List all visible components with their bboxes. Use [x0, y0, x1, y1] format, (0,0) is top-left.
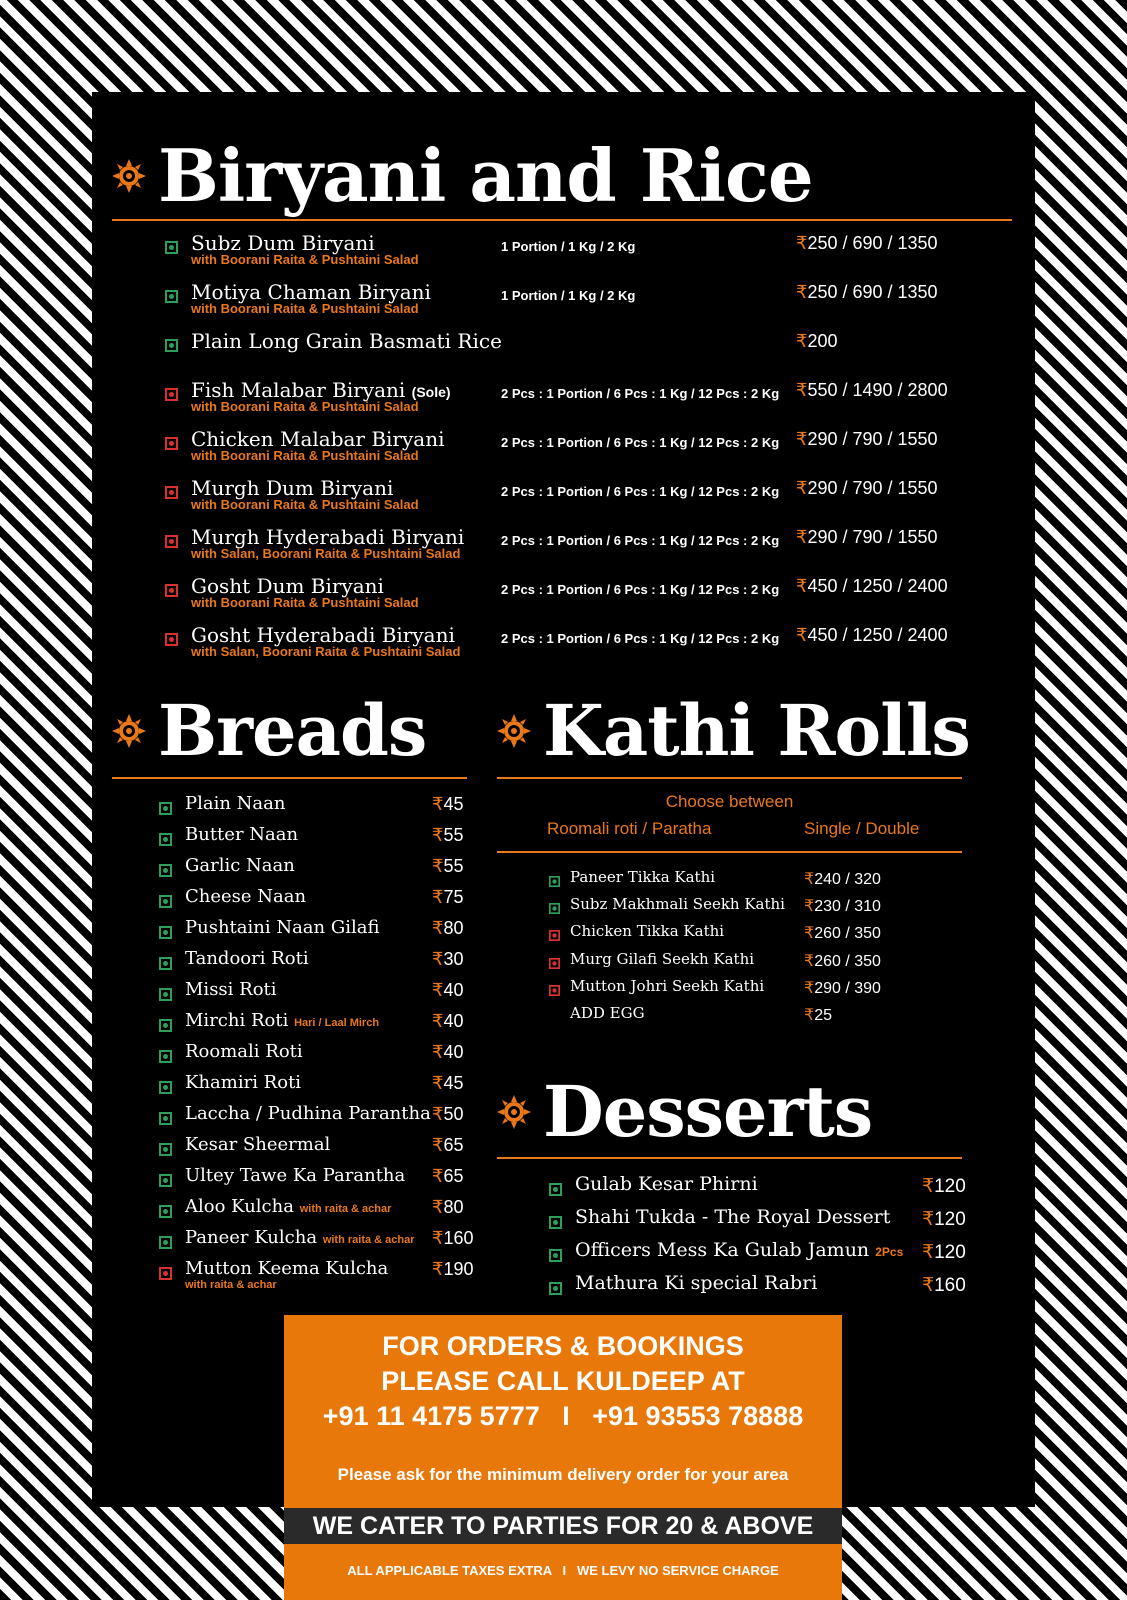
kathi-item-name: Paneer Tikka Kathi [570, 868, 716, 886]
veg-indicator-icon [549, 1183, 562, 1196]
veg-indicator-icon [159, 957, 172, 970]
bread-item-name: Tandoori Roti [185, 948, 309, 969]
rupee-icon: ₹ [432, 918, 444, 938]
price-value: 50 [443, 1104, 464, 1124]
bread-item-subtitle: with raita & achar [185, 1279, 277, 1291]
bread-item-price [432, 1166, 463, 1187]
biryani-item-name: Murgh Dum Biryani [191, 476, 394, 500]
bread-item-price [432, 825, 463, 846]
rupee-icon: ₹ [922, 1242, 935, 1263]
order-banner [284, 1315, 842, 1600]
breads-section-header [112, 689, 427, 772]
biryani-item-subtitle: with Boorani Raita & Pushtaini Salad [191, 399, 419, 414]
rupee-icon: ₹ [432, 980, 444, 1000]
biryani-item-quantity: 2 Pcs : 1 Portion / 6 Pcs : 1 Kg / 12 Pcs : 2 Kg [501, 386, 780, 401]
biryani-item-price [796, 527, 938, 548]
veg-indicator-icon [549, 1216, 562, 1229]
bread-item-price [432, 887, 463, 908]
veg-indicator-icon [159, 1081, 172, 1094]
dessert-item-price [922, 1208, 966, 1231]
biryani-item-name: Gosht Hyderabadi Biryani [191, 623, 455, 647]
biryani-title: Biryani and Rice [158, 133, 813, 218]
rupee-icon: ₹ [804, 871, 815, 888]
price-value: 45 [443, 794, 464, 814]
desserts-section-header [497, 1070, 873, 1153]
dessert-item-price [922, 1175, 966, 1198]
veg-indicator-icon [165, 339, 178, 352]
biryani-item-price [796, 429, 938, 450]
nonveg-indicator-icon [165, 388, 178, 401]
bread-item-price [432, 856, 463, 877]
bread-item-price [432, 1104, 463, 1125]
dessert-item-name: Officers Mess Ka Gulab Jamun 2Pcs [575, 1239, 904, 1261]
nonveg-indicator-icon [549, 930, 560, 941]
biryani-item-subtitle: with Boorani Raita & Pushtaini Salad [191, 301, 419, 316]
price-value: 55 [443, 825, 464, 845]
kathi-item-price [804, 869, 881, 889]
sun-ornament-icon [497, 1095, 531, 1129]
price-value: 65 [443, 1135, 464, 1155]
bread-item-price [432, 980, 463, 1001]
bread-item-name: Ultey Tawe Ka Parantha [185, 1165, 406, 1186]
price-value: 65 [443, 1166, 464, 1186]
bread-item-name: Laccha / Pudhina Parantha [185, 1103, 431, 1124]
price-value: 40 [443, 1042, 464, 1062]
price-value: 290 / 790 / 1550 [807, 478, 938, 498]
veg-indicator-icon [159, 1205, 172, 1218]
kathi-rule [497, 777, 962, 779]
rupee-icon: ₹ [804, 925, 815, 943]
price-value: 240 / 320 [814, 871, 881, 888]
price-value: 75 [443, 887, 464, 907]
biryani-item-subtitle: with Boorani Raita & Pushtaini Salad [191, 448, 419, 463]
price-value: 290 / 790 / 1550 [807, 527, 938, 547]
price-value: 80 [443, 1197, 464, 1217]
price-value: 290 / 790 / 1550 [807, 429, 938, 449]
rupee-icon: ₹ [432, 794, 444, 814]
bread-item-name: Pushtaini Naan Gilafi [185, 917, 380, 938]
rupee-icon: ₹ [922, 1275, 935, 1296]
rupee-icon: ₹ [804, 898, 815, 916]
biryani-item-subtitle: with Salan, Boorani Raita & Pushtaini Salad [191, 546, 461, 561]
veg-indicator-icon [159, 1112, 172, 1125]
nonveg-indicator-icon [159, 1267, 172, 1280]
price-value: 40 [443, 1011, 464, 1031]
item-note: (Sole) [411, 384, 451, 400]
rupee-icon: ₹ [432, 1011, 444, 1031]
price-value: 120 [934, 1242, 966, 1263]
biryani-item-name: Subz Dum Biryani [191, 231, 375, 255]
biryani-item-subtitle: with Boorani Raita & Pushtaini Salad [191, 252, 419, 267]
sun-ornament-icon [112, 159, 146, 193]
bread-item-name: Aloo Kulcha with raita & achar [185, 1196, 392, 1217]
biryani-item-price [796, 576, 948, 597]
bread-item-name: Missi Roti [185, 979, 277, 1000]
kathi-item-name: Chicken Tikka Kathi [570, 922, 725, 941]
price-value: 450 / 1250 / 2400 [807, 625, 948, 645]
order-line-1: FOR ORDERS & BOOKINGS [382, 1331, 744, 1361]
kathi-bread-column-label: Roomali roti / Paratha [547, 819, 712, 838]
rupee-icon: ₹ [796, 233, 808, 253]
biryani-item-quantity: 2 Pcs : 1 Portion / 6 Pcs : 1 Kg / 12 Pcs : 2 Kg [501, 435, 780, 450]
biryani-item-quantity: 2 Pcs : 1 Portion / 6 Pcs : 1 Kg / 12 Pcs : 2 Kg [501, 631, 780, 646]
sun-ornament-icon [112, 714, 146, 748]
nonveg-indicator-icon [165, 535, 178, 548]
price-value: 250 / 690 / 1350 [807, 282, 938, 302]
dessert-item-note: 2Pcs [875, 1245, 904, 1259]
price-value: 450 / 1250 / 2400 [807, 576, 948, 596]
price-value: 250 / 690 / 1350 [807, 233, 938, 253]
kathi-item-name: Mutton Johri Seekh Kathi [570, 976, 765, 995]
rupee-icon: ₹ [432, 1166, 444, 1186]
rupee-icon: ₹ [432, 856, 444, 876]
veg-indicator-icon [549, 1282, 562, 1295]
price-value: 260 / 350 [814, 952, 881, 970]
bread-item-price [432, 1259, 474, 1280]
kathi-size-column-label: Single / Double [804, 819, 920, 838]
bread-item-name: Mutton Keema Kulcha [185, 1258, 389, 1279]
rupee-icon: ₹ [796, 429, 808, 449]
rupee-icon: ₹ [922, 1209, 935, 1230]
biryani-rule [112, 219, 1012, 221]
biryani-item-name: Plain Long Grain Basmati Rice [191, 329, 502, 353]
rupee-icon: ₹ [432, 1259, 444, 1279]
bread-item-price [432, 1197, 463, 1218]
veg-indicator-icon [159, 926, 172, 939]
biryani-item-subtitle: with Boorani Raita & Pushtaini Salad [191, 497, 419, 512]
rupee-icon: ₹ [432, 887, 444, 907]
price-value: 120 [934, 1209, 966, 1230]
rupee-icon: ₹ [796, 625, 808, 645]
taxes-note: ALL APPLICABLE TAXES EXTRA I WE LEVY NO SERVICE CHARGE [347, 1563, 779, 1578]
biryani-item-quantity: 1 Portion / 1 Kg / 2 Kg [501, 239, 636, 254]
bread-item-price [432, 794, 463, 815]
kathi-sub-rule [497, 851, 962, 853]
dessert-item-name: Mathura Ki special Rabri [575, 1272, 818, 1294]
price-value: 230 / 310 [814, 898, 881, 916]
price-value: 30 [443, 949, 464, 969]
kathi-choose-label: Choose between [665, 792, 794, 811]
price-value: 25 [814, 1007, 832, 1024]
biryani-item-price [796, 331, 838, 352]
kathi-section-header [497, 689, 970, 772]
bread-item-name: Khamiri Roti [185, 1072, 302, 1093]
bread-item-price [432, 1135, 463, 1156]
order-line-2: PLEASE CALL KULDEEP AT [381, 1366, 745, 1396]
rupee-icon: ₹ [796, 282, 808, 302]
veg-indicator-icon [159, 1019, 172, 1032]
rupee-icon: ₹ [432, 949, 444, 969]
price-value: 45 [443, 1073, 464, 1093]
desserts-rule [497, 1157, 962, 1159]
price-value: 550 / 1490 / 2800 [807, 380, 948, 400]
veg-indicator-icon [159, 1143, 172, 1156]
price-value: 290 / 390 [814, 979, 881, 997]
bread-item-price [432, 918, 463, 939]
bread-item-price [432, 1011, 463, 1032]
rupee-icon: ₹ [432, 825, 444, 845]
biryani-section-header [112, 133, 813, 218]
biryani-item-name: Chicken Malabar Biryani [191, 427, 445, 451]
breads-title: Breads [158, 689, 427, 772]
catering-banner: WE CATER TO PARTIES FOR 20 & ABOVE [284, 1508, 842, 1544]
veg-indicator-icon [549, 903, 560, 914]
veg-indicator-icon [165, 241, 178, 254]
breads-rule [112, 777, 467, 779]
biryani-item-quantity: 2 Pcs : 1 Portion / 6 Pcs : 1 Kg / 12 Pcs : 2 Kg [501, 533, 780, 548]
price-value: 80 [443, 918, 464, 938]
veg-indicator-icon [159, 988, 172, 1001]
kathi-item-price [804, 896, 881, 916]
menu-panel [92, 92, 1035, 1507]
dessert-item-price [922, 1274, 966, 1297]
rupee-icon: ₹ [804, 1007, 815, 1024]
bread-item-note: with raita & achar [299, 1203, 392, 1215]
veg-indicator-icon [159, 1050, 172, 1063]
veg-indicator-icon [165, 290, 178, 303]
price-value: 120 [934, 1176, 966, 1197]
veg-indicator-icon [549, 1249, 562, 1262]
price-value: 160 [934, 1275, 966, 1296]
kathi-item-name: Subz Makhmali Seekh Kathi [570, 895, 785, 914]
biryani-item-name: Murgh Hyderabadi Biryani [191, 525, 465, 549]
kathi-item-price [804, 978, 881, 998]
bread-item-price [432, 949, 463, 970]
price-value: 40 [443, 980, 464, 1000]
nonveg-indicator-icon [549, 985, 560, 996]
bread-item-price [432, 1228, 474, 1249]
bread-item-note: with raita & achar [322, 1234, 415, 1246]
bread-item-name: Cheese Naan [185, 886, 307, 907]
rupee-icon: ₹ [432, 1135, 444, 1155]
bread-item-name: Roomali Roti [185, 1041, 303, 1062]
price-value: 160 [443, 1228, 474, 1248]
kathi-item-price [804, 1005, 832, 1025]
biryani-item-subtitle: with Salan, Boorani Raita & Pushtaini Salad [191, 644, 461, 659]
veg-indicator-icon [159, 802, 172, 815]
biryani-item-subtitle: with Boorani Raita & Pushtaini Salad [191, 595, 419, 610]
veg-indicator-icon [159, 833, 172, 846]
rupee-icon: ₹ [796, 576, 808, 596]
rupee-icon: ₹ [922, 1176, 935, 1197]
kathi-item-price [804, 951, 881, 971]
nonveg-indicator-icon [165, 633, 178, 646]
rupee-icon: ₹ [432, 1042, 444, 1062]
rupee-icon: ₹ [796, 478, 808, 498]
rupee-icon: ₹ [796, 331, 808, 351]
biryani-item-price [796, 478, 938, 499]
nonveg-indicator-icon [549, 958, 560, 969]
veg-indicator-icon [159, 864, 172, 877]
biryani-item-quantity: 2 Pcs : 1 Portion / 6 Pcs : 1 Kg / 12 Pcs : 2 Kg [501, 484, 780, 499]
bread-item-name: Kesar Sheermal [185, 1134, 331, 1155]
dessert-item-price [922, 1241, 966, 1264]
kathi-item-price [804, 923, 881, 943]
price-value: 55 [443, 856, 464, 876]
biryani-item-name: Fish Malabar Biryani (Sole) [191, 378, 451, 402]
biryani-item-quantity: 1 Portion / 1 Kg / 2 Kg [501, 288, 636, 303]
kathi-item-name: Murg Gilafi Seekh Kathi [570, 949, 755, 968]
bread-item-name: Mirchi Roti Hari / Laal Mirch [185, 1010, 380, 1031]
rupee-icon: ₹ [796, 380, 808, 400]
biryani-item-price [796, 233, 938, 254]
rupee-icon: ₹ [804, 952, 815, 970]
rupee-icon: ₹ [432, 1228, 444, 1248]
price-value: 260 / 350 [814, 925, 881, 943]
nonveg-indicator-icon [165, 437, 178, 450]
bread-item-price [432, 1073, 463, 1094]
rupee-icon: ₹ [432, 1073, 444, 1093]
veg-indicator-icon [159, 1236, 172, 1249]
rupee-icon: ₹ [796, 527, 808, 547]
nonveg-indicator-icon [165, 584, 178, 597]
dessert-item-name: Gulab Kesar Phirni [575, 1173, 758, 1195]
biryani-item-price [796, 380, 948, 401]
veg-indicator-icon [549, 876, 560, 887]
rupee-icon: ₹ [432, 1197, 444, 1217]
biryani-item-name: Gosht Dum Biryani [191, 574, 384, 598]
sun-ornament-icon [497, 714, 531, 748]
kathi-item-name: ADD EGG [570, 1004, 645, 1022]
kathi-title: Kathi Rolls [543, 689, 970, 772]
order-phone-numbers[interactable]: +91 11 4175 5777 I +91 93553 78888 [322, 1401, 804, 1431]
biryani-item-quantity: 2 Pcs : 1 Portion / 6 Pcs : 1 Kg / 12 Pcs : 2 Kg [501, 582, 780, 597]
bread-item-name: Paneer Kulcha with raita & achar [185, 1227, 415, 1248]
bread-item-price [432, 1042, 463, 1063]
price-value: 190 [443, 1259, 474, 1279]
veg-indicator-icon [159, 1174, 172, 1187]
biryani-item-price [796, 625, 948, 646]
desserts-title: Desserts [543, 1070, 873, 1153]
bread-item-name: Butter Naan [185, 824, 299, 845]
dessert-item-name: Shahi Tukda - The Royal Dessert [575, 1206, 891, 1228]
min-delivery-note: Please ask for the minimum delivery order for your area [337, 1465, 789, 1484]
bread-item-note: Hari / Laal Mirch [294, 1017, 380, 1029]
bread-item-name: Plain Naan [185, 793, 286, 814]
biryani-item-name: Motiya Chaman Biryani [191, 280, 431, 304]
rupee-icon: ₹ [432, 1104, 444, 1124]
bread-item-name: Garlic Naan [185, 855, 295, 876]
price-value: 200 [807, 331, 838, 351]
nonveg-indicator-icon [165, 486, 178, 499]
rupee-icon: ₹ [804, 979, 815, 997]
veg-indicator-icon [159, 895, 172, 908]
biryani-item-price [796, 282, 938, 303]
